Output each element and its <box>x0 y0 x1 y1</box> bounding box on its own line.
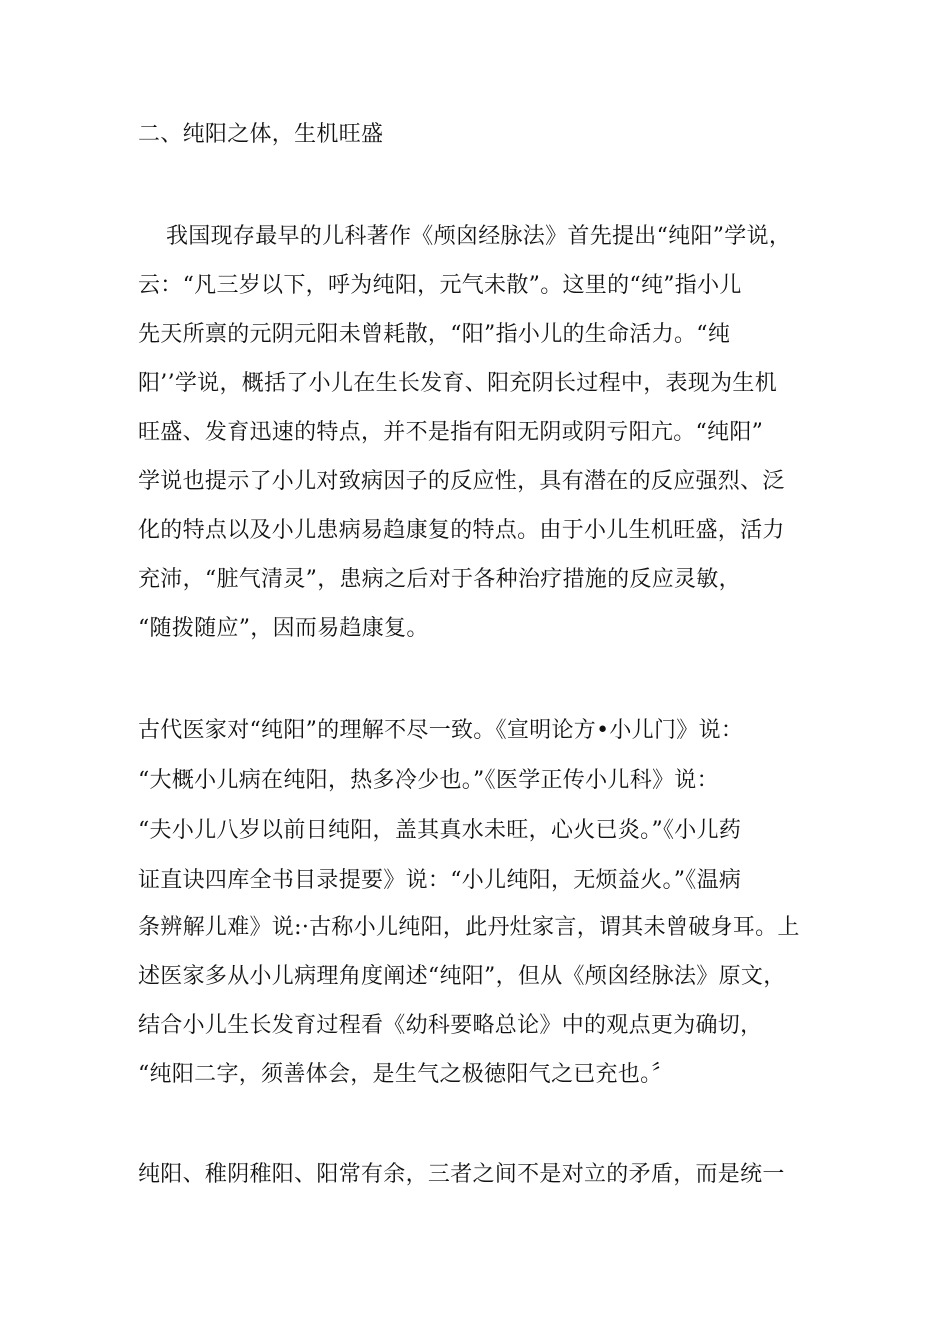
paragraph-line: 阳’’学说，概括了小儿在生长发育、阳充阴长过程中，表现为生机 <box>138 371 777 396</box>
paragraph-line: 先天所禀的元阴元阳未曾耗散，“阳”指小儿的生命活力。“纯 <box>138 322 731 347</box>
paragraph-line: “纯阳二字，须善体会，是生气之极徳阳气之已充也。〞 <box>138 1062 674 1087</box>
paragraph-line: 旺盛、发育迅速的特点，并不是指有阳无阴或阴亏阳亢。“纯阳” <box>138 420 764 445</box>
paragraph-line: 证直诀四库全书目录提要》说：“小儿纯阳，无烦益火。”《温病 <box>138 868 742 893</box>
paragraph-line: 条辨解儿难》说:·古称小儿纯阳，此丹灶家言，谓其未曾破身耳。上 <box>138 915 800 940</box>
paragraph-line: “大概小儿病在纯阳，热多冷少也。”《医学正传小儿科》说： <box>138 768 719 793</box>
paragraph-line: “随拨随应”，因而易趋康复。 <box>138 616 429 641</box>
paragraph-line: 纯阳、稚阴稚阳、阳常有余，三者之间不是对立的矛盾，而是统一 <box>138 1162 785 1187</box>
paragraph-line: “夫小儿八岁以前日纯阳，盖其真水未旺，心火已炎。”《小儿药 <box>138 818 742 843</box>
paragraph-line: 学说也提示了小儿对致病因子的反应性，具有潜在的反应强烈、泛 <box>138 469 785 494</box>
paragraph-line: 云：“凡三岁以下，呼为纯阳，元气未散”。这里的“纯”指小儿 <box>138 273 742 298</box>
section-heading: 二、纯阳之体，生机旺盛 <box>138 122 384 147</box>
paragraph-line: 我国现存最早的儿科著作《颅囟经脉法》首先提出“纯阳”学说， <box>166 224 792 249</box>
paragraph-line: 述医家多从小儿病理角度阐述“纯阳”，但从《颅囟经脉法》原文， <box>138 964 786 989</box>
paragraph-line: 充沛，“脏气清灵”，患病之后对于各种治疗措施的反应灵敏， <box>138 567 741 592</box>
paragraph-line: 结合小儿生长发育过程看《幼科要略总论》中的观点更为确切， <box>138 1013 763 1038</box>
paragraph-line: 古代医家对“纯阳”的理解不尽一致。《宣明论方•小儿门》说： <box>138 718 744 743</box>
paragraph-line: 化的特点以及小儿患病易趋康复的特点。由于小儿生机旺盛，活力 <box>138 518 785 543</box>
